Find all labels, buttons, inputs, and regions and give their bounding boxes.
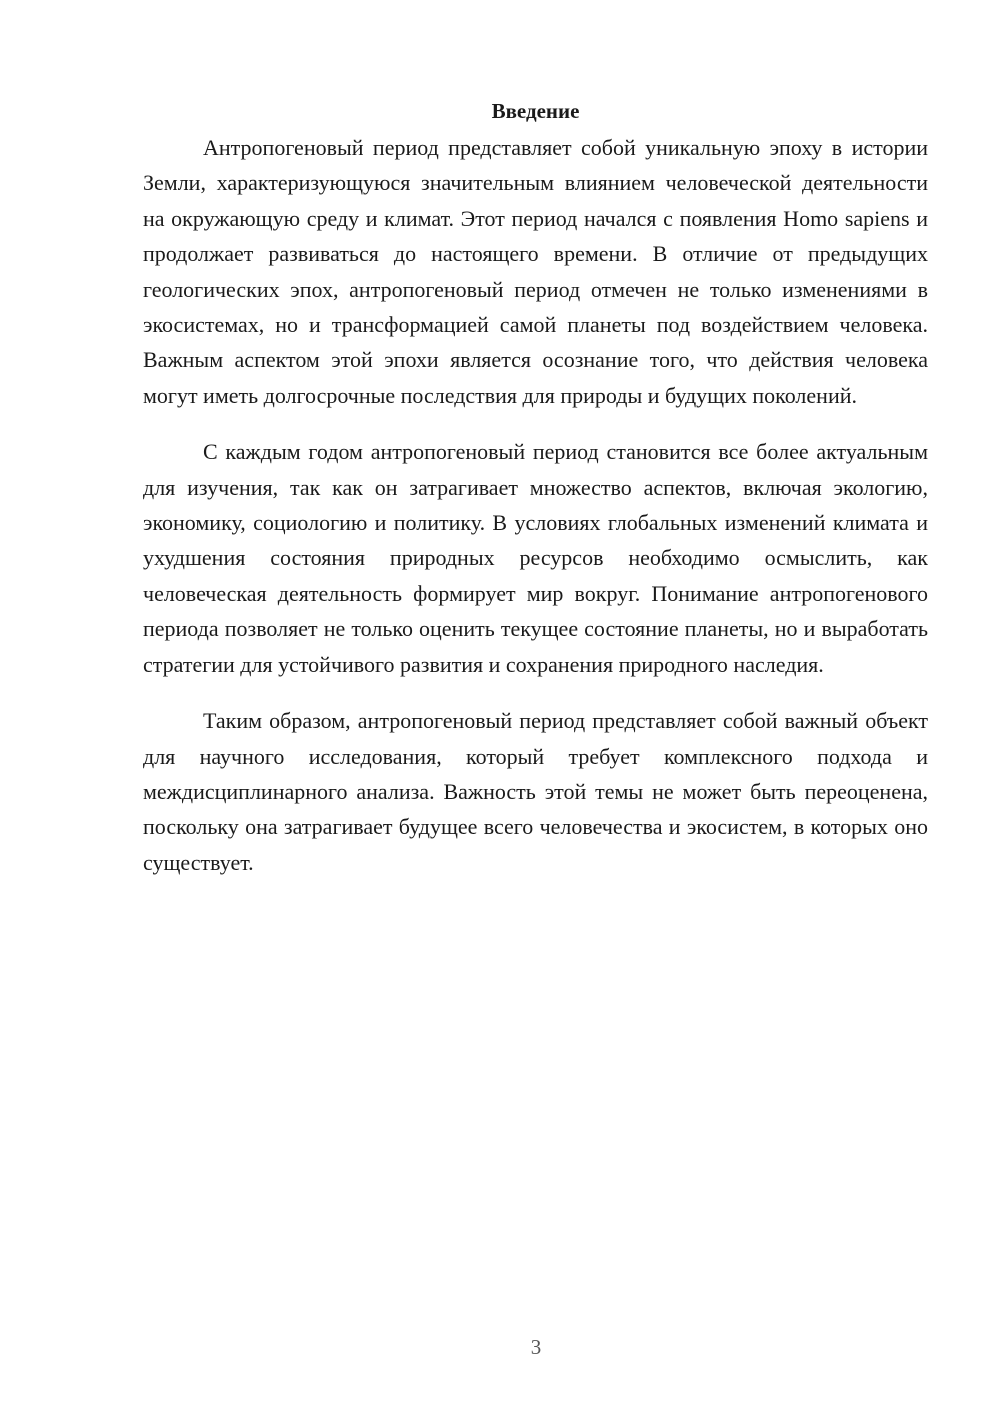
- paragraph-3: Таким образом, антропогеновый период представляет собой важный объект для научного исследования, который требует комплексного подхода и междисциплинарного анализа. Важность этой темы не может быть переоценена, поскольку она затрагивает будущее всего человечества и экосистем, в которых оно существует.: [143, 708, 928, 875]
- page-number: 3: [530, 1335, 542, 1359]
- section-title: Введение: [491, 99, 580, 123]
- paragraph-1: Антропогеновый период представляет собой уникальную эпоху в истории Земли, характеризующуюся значительным влиянием человеческой деятельности на окружающую среду и климат. Этот период начался с появления Homo sapiens и продолжает развиваться до настоящего времени. В отличие от предыдущих геологических эпох, антропогеновый период отмечен не только изменениями в экосистемах, но и трансформацией самой планеты под воздействием человека. Важным аспектом этой эпохи является осознание того, что действия человека могут иметь долгосрочные последствия для природы и будущих поколений.: [143, 135, 928, 408]
- paragraph-2: С каждым годом антропогеновый период становится все более актуальным для изучения, так как он затрагивает множество аспектов, включая экологию, экономику, социологию и политику. В условиях глобальных изменений климата и ухудшения состояния природных ресурсов необходимо осмыслить, как человеческая деятельность формирует мир вокруг. Понимание антропогенового периода позволяет не только оценить текущее состояние планеты, но и выработать стратегии для устойчивого развития и сохранения природного наследия.: [143, 439, 928, 677]
- page-content: [143, 96, 928, 880]
